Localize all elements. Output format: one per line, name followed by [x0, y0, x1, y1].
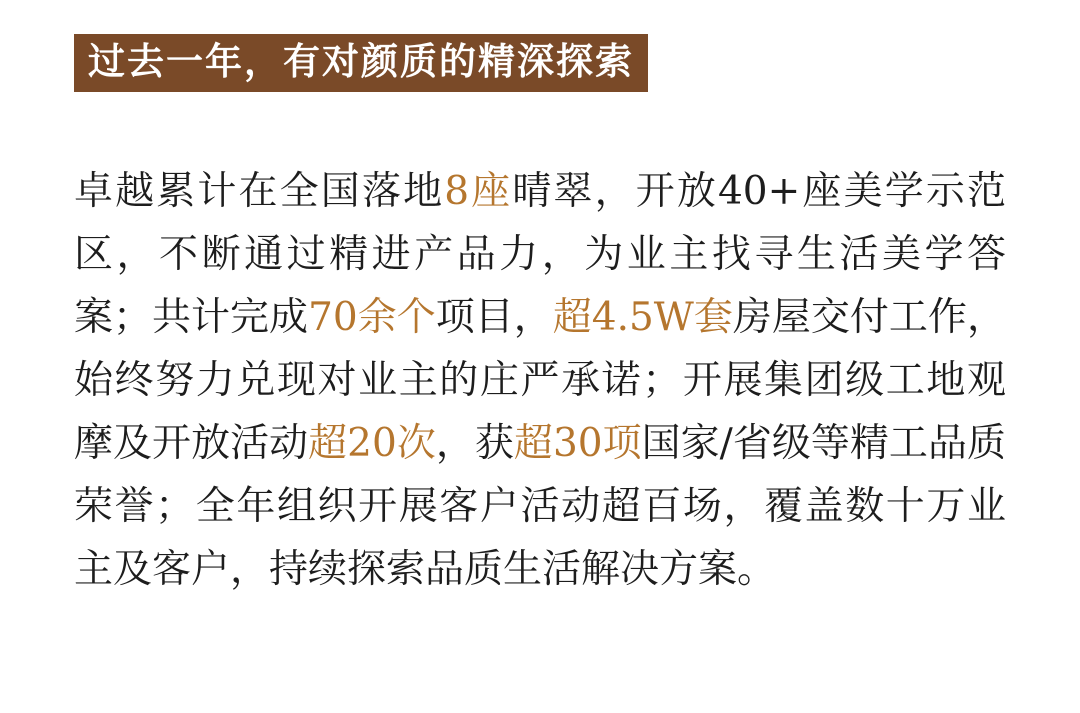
highlighted-text-span: 超4.5W套 — [552, 295, 733, 340]
text-span: 项目， — [435, 295, 553, 340]
text-span: 国家/省级等精工品质荣誉；全年组织开展客户活动超百场，覆盖数十万业主及客户，持续探索品质生活解决方案。 — [74, 421, 1006, 592]
text-span: 晴翠，开放 — [512, 169, 718, 214]
text-span: 40+座 — [717, 169, 844, 214]
text-span: 美学示范区，不断通过精进产品力，为业主找寻生活美学答案；共计完成 — [74, 169, 1006, 340]
section-title-banner: 过去一年，有对颜质的精深探索 — [74, 34, 648, 92]
highlighted-text-span: 超20次 — [308, 421, 436, 466]
text-span: 卓越累计在全国落地 — [74, 169, 445, 214]
text-span: 房屋交付工作，始终努力兑现对业主的庄严承诺；开展集团级工地观摩及开放活动 — [74, 295, 1006, 466]
highlighted-text-span: 70余个 — [308, 295, 436, 340]
body-paragraph — [74, 160, 1006, 601]
highlighted-text-span: 超30项 — [513, 421, 642, 466]
text-span: ，获 — [435, 421, 514, 466]
paragraph-text — [74, 160, 1006, 601]
highlighted-text-span: 8座 — [444, 169, 513, 214]
